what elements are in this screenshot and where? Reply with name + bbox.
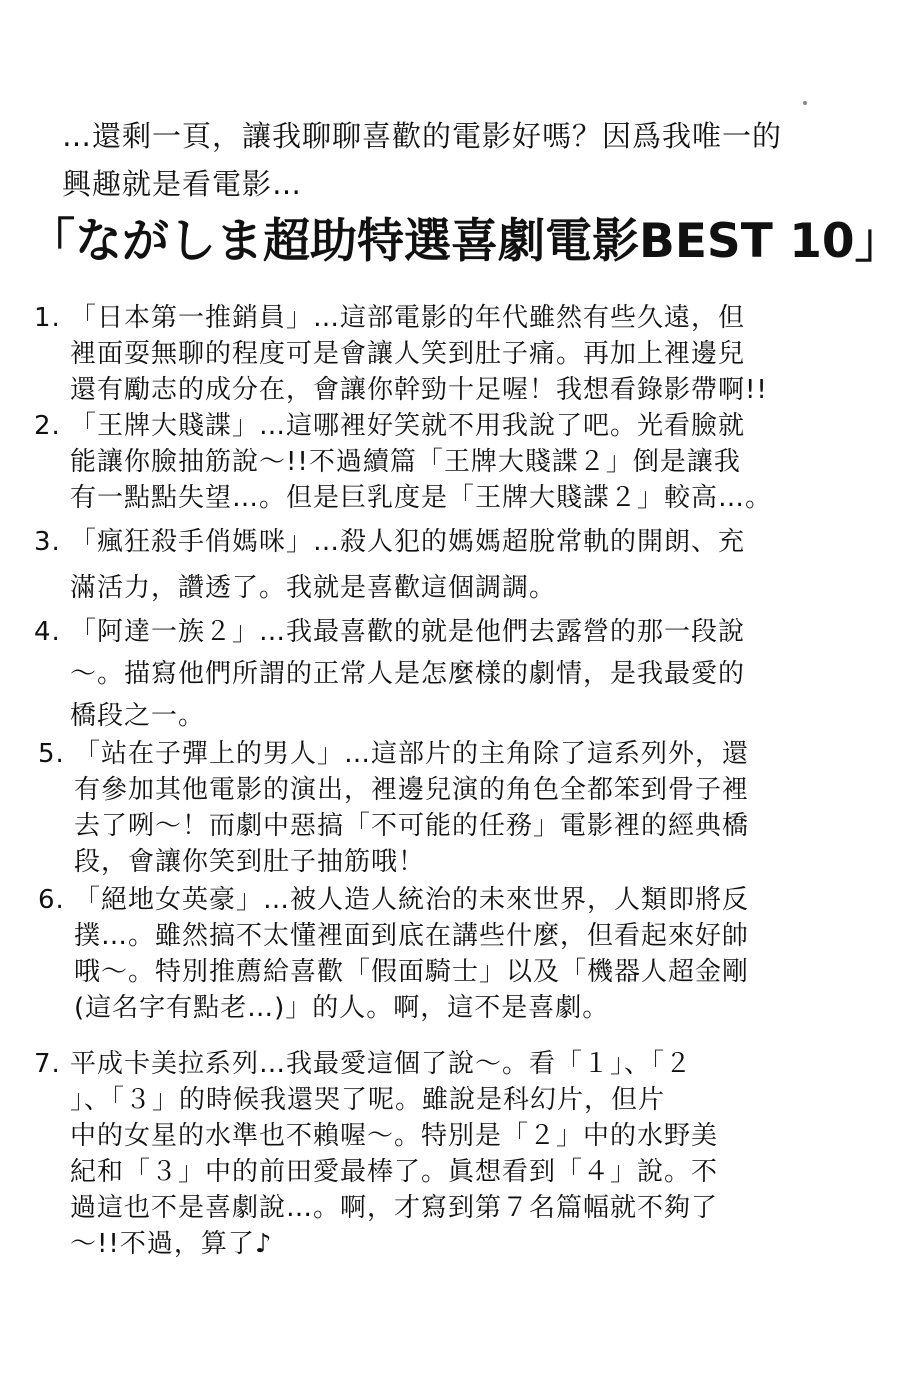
item-text-line: (這名字有點老…)」的人。啊，這不是喜劇。: [74, 993, 610, 1023]
item-text-line: 「絕地女英豪」…被人造人統治的未來世界，人類即將反: [74, 885, 750, 915]
item-text-line: 撲…。雖然搞不太懂裡面到底在講些什麼，但看起來好帥: [74, 921, 750, 951]
list-item: [34, 524, 745, 606]
item-number: 4.: [34, 617, 61, 647]
item-text-line: 紀和「３」中的前田愛最棒了。眞想看到「４」說。不: [70, 1157, 719, 1187]
item-text-line: 平成卡美拉系列…我最愛這個了說～。看「１」、「２: [70, 1049, 693, 1079]
list-item: [34, 1046, 718, 1262]
item-number: 2.: [34, 411, 61, 441]
item-number: 1.: [34, 303, 61, 333]
item-number: 3.: [34, 527, 61, 557]
item-text-line: 橋段之一。: [70, 701, 206, 731]
intro-line: …還剩一頁，讓我聊聊喜歡的電影好嗎？因爲我唯一的: [62, 119, 783, 153]
list-item: [38, 736, 749, 880]
item-text-line: 「站在子彈上的男人」…這部片的主角除了這系列外，還: [74, 739, 750, 769]
item-text-line: ～。描寫他們所謂的正常人是怎麼樣的劇情，是我最愛的: [70, 659, 746, 689]
item-text-line: 「王牌大賤諜」…這哪裡好笑就不用我說了吧。光看臉就: [70, 411, 746, 441]
item-text-line: 去了咧～！而劇中惡搞「不可能的任務」電影裡的經典橋: [74, 811, 750, 841]
item-number: 6.: [38, 885, 65, 915]
item-text-line: 」、「３」的時候我還哭了呢。雖說是科幻片，但片: [70, 1085, 666, 1115]
list-item: [38, 882, 749, 1026]
list-item: [34, 614, 745, 734]
item-text-line: 「日本第一推銷員」…這部電影的年代雖然有些久遠，但: [70, 303, 746, 333]
item-number: 7.: [34, 1049, 61, 1079]
item-text-line: 有參加其他電影的演出，裡邊兒演的角色全都笨到骨子裡: [74, 775, 750, 805]
item-text-line: 「瘋狂殺手俏媽咪」…殺人犯的媽媽超脫常軌的開朗、充: [70, 527, 746, 557]
item-text-line: 滿活力，讚透了。我就是喜歡這個調調。: [70, 573, 557, 603]
page-title: 「ながしま超助特選喜劇電影BEST 10」: [28, 214, 902, 269]
item-text-line: 「阿達一族２」…我最喜歡的就是他們去露營的那一段說: [70, 617, 746, 647]
item-text-line: 段，會讓你笑到肚子抽筋哦！: [74, 847, 426, 877]
item-text-line: ～!!不過，算了♪: [70, 1229, 273, 1259]
item-text-line: 能讓你臉抽筋說～!!不過續篇「王牌大賤諜２」倒是讓我: [70, 447, 741, 477]
list-item: [34, 408, 772, 516]
item-text-line: 中的女星的水準也不賴喔～。特別是「２」中的水野美: [70, 1121, 719, 1151]
item-text-line: 哦～。特別推薦給喜歡「假面騎士」以及「機器人超金剛: [74, 957, 750, 987]
item-text-line: 過這也不是喜劇說…。啊，才寫到第７名篇幅就不夠了: [70, 1193, 719, 1223]
item-text-line: 還有勵志的成分在，會讓你幹勁十足喔！我想看錄影帶啊!!: [70, 375, 768, 405]
item-text-line: 有一點點失望…。但是巨乳度是「王牌大賤諜２」較高…。: [70, 483, 773, 513]
list-item: [34, 300, 768, 408]
item-text-line: 裡面耍無聊的程度可是會讓人笑到肚子痛。再加上裡邊兒: [70, 339, 746, 369]
item-number: 5.: [38, 739, 65, 769]
intro-line: 興趣就是看電影…: [62, 167, 303, 201]
